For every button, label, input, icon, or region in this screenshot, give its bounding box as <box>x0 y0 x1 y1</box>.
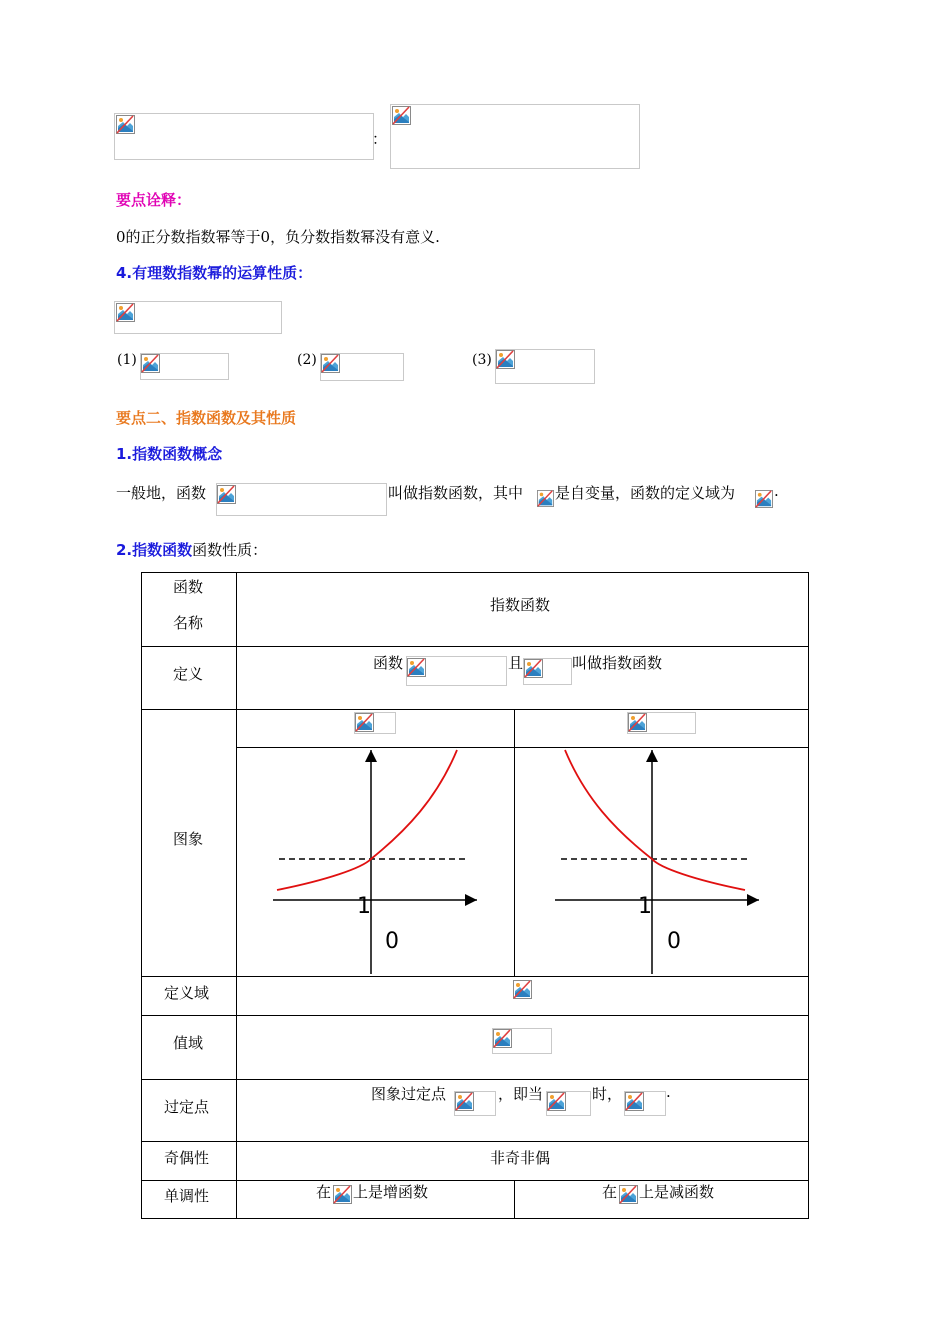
broken-image-icon <box>755 490 773 508</box>
sub1-text-part1: 一般地，函数 <box>116 484 207 502</box>
row-domain-label: 定义域 <box>164 984 210 1002</box>
row-parity-value: 非奇非偶 <box>490 1149 551 1167</box>
increasing-exponential-graph <box>237 748 514 976</box>
broken-image-icon <box>625 1092 644 1111</box>
sub2-heading-bold: 2.指数函数 <box>116 541 193 559</box>
colon-separator: ： <box>372 130 388 148</box>
prop-label-3: (3) <box>472 352 492 368</box>
broken-image-icon <box>513 980 532 999</box>
sub1-text-part2: 叫做指数函数，其中 <box>388 484 524 502</box>
curve-decreasing <box>565 750 745 890</box>
row-mono-left-part2: 上是增函数 <box>353 1183 429 1201</box>
sub1-text-part4: . <box>774 482 779 500</box>
sub1-formula-box <box>216 483 387 516</box>
broken-image-icon <box>496 350 515 369</box>
broken-image-icon <box>321 354 340 373</box>
broken-image-icon <box>116 115 135 134</box>
row-mono-label: 单调性 <box>164 1187 210 1205</box>
row-fixed-label: 过定点 <box>164 1098 210 1116</box>
broken-image-icon <box>524 659 543 678</box>
row-mono-right-part2: 上是减函数 <box>639 1183 715 1201</box>
decreasing-exponential-graph <box>515 748 808 976</box>
prop-label-2: (2) <box>297 352 317 368</box>
broken-image-icon <box>141 354 160 373</box>
row-graph-label: 图象 <box>173 830 204 848</box>
row-fixed-part4: . <box>666 1083 671 1101</box>
row-fixed-part3: 时， <box>592 1085 623 1103</box>
broken-image-icon <box>537 490 554 507</box>
note-heading: 要点诠释： <box>116 191 192 209</box>
row-range-label: 值域 <box>173 1034 204 1052</box>
row-name-label-1: 函数 <box>173 578 204 596</box>
row-name-label-2: 名称 <box>173 614 204 632</box>
broken-image-icon <box>547 1092 566 1111</box>
sub2-heading <box>116 539 267 560</box>
row-def-label: 定义 <box>173 665 204 683</box>
row-name-value: 指数函数 <box>490 596 551 614</box>
tick-label-1: 1 <box>357 894 371 919</box>
row-fixed-part2: ，即当 <box>498 1085 544 1103</box>
tick-label-1: 1 <box>638 894 652 919</box>
sub1-heading: 1.指数函数概念 <box>116 445 223 463</box>
broken-image-icon <box>217 485 236 504</box>
broken-image-icon <box>455 1092 474 1111</box>
broken-image-icon <box>628 713 647 732</box>
prop-label-1: (1) <box>117 352 137 368</box>
broken-image-icon <box>392 106 411 125</box>
formula-box-2 <box>390 104 640 169</box>
row-def-part1: 函数 <box>373 654 404 672</box>
broken-image-icon <box>333 1185 352 1204</box>
formula-box-1 <box>114 113 374 160</box>
row-def-part3: 叫做指数函数 <box>572 654 663 672</box>
row-parity-label: 奇偶性 <box>164 1149 210 1167</box>
broken-image-icon <box>493 1029 512 1048</box>
formula-box-3 <box>114 301 282 334</box>
origin-label: 0 <box>385 929 399 954</box>
row-fixed-part1: 图象过定点 <box>371 1085 447 1103</box>
origin-label: 0 <box>667 929 681 954</box>
note-text: 0的正分数指数幂等于0，负分数指数幂没有意义. <box>116 228 440 246</box>
broken-image-icon <box>619 1185 638 1204</box>
broken-image-icon <box>355 713 374 732</box>
key-point2-heading: 要点二、指数函数及其性质 <box>116 409 297 427</box>
row-def-part2: 且 <box>508 654 524 672</box>
section4-heading: 4.有理数指数幂的运算性质： <box>116 264 313 282</box>
sub2-heading-rest: 函数性质： <box>192 541 268 559</box>
row-mono-left-part1: 在 <box>316 1183 332 1201</box>
sub1-text-part3: 是自变量，函数的定义域为 <box>555 484 736 502</box>
curve-increasing <box>277 750 457 890</box>
broken-image-icon <box>116 303 135 322</box>
broken-image-icon <box>407 658 426 677</box>
row-mono-right-part1: 在 <box>602 1183 618 1201</box>
